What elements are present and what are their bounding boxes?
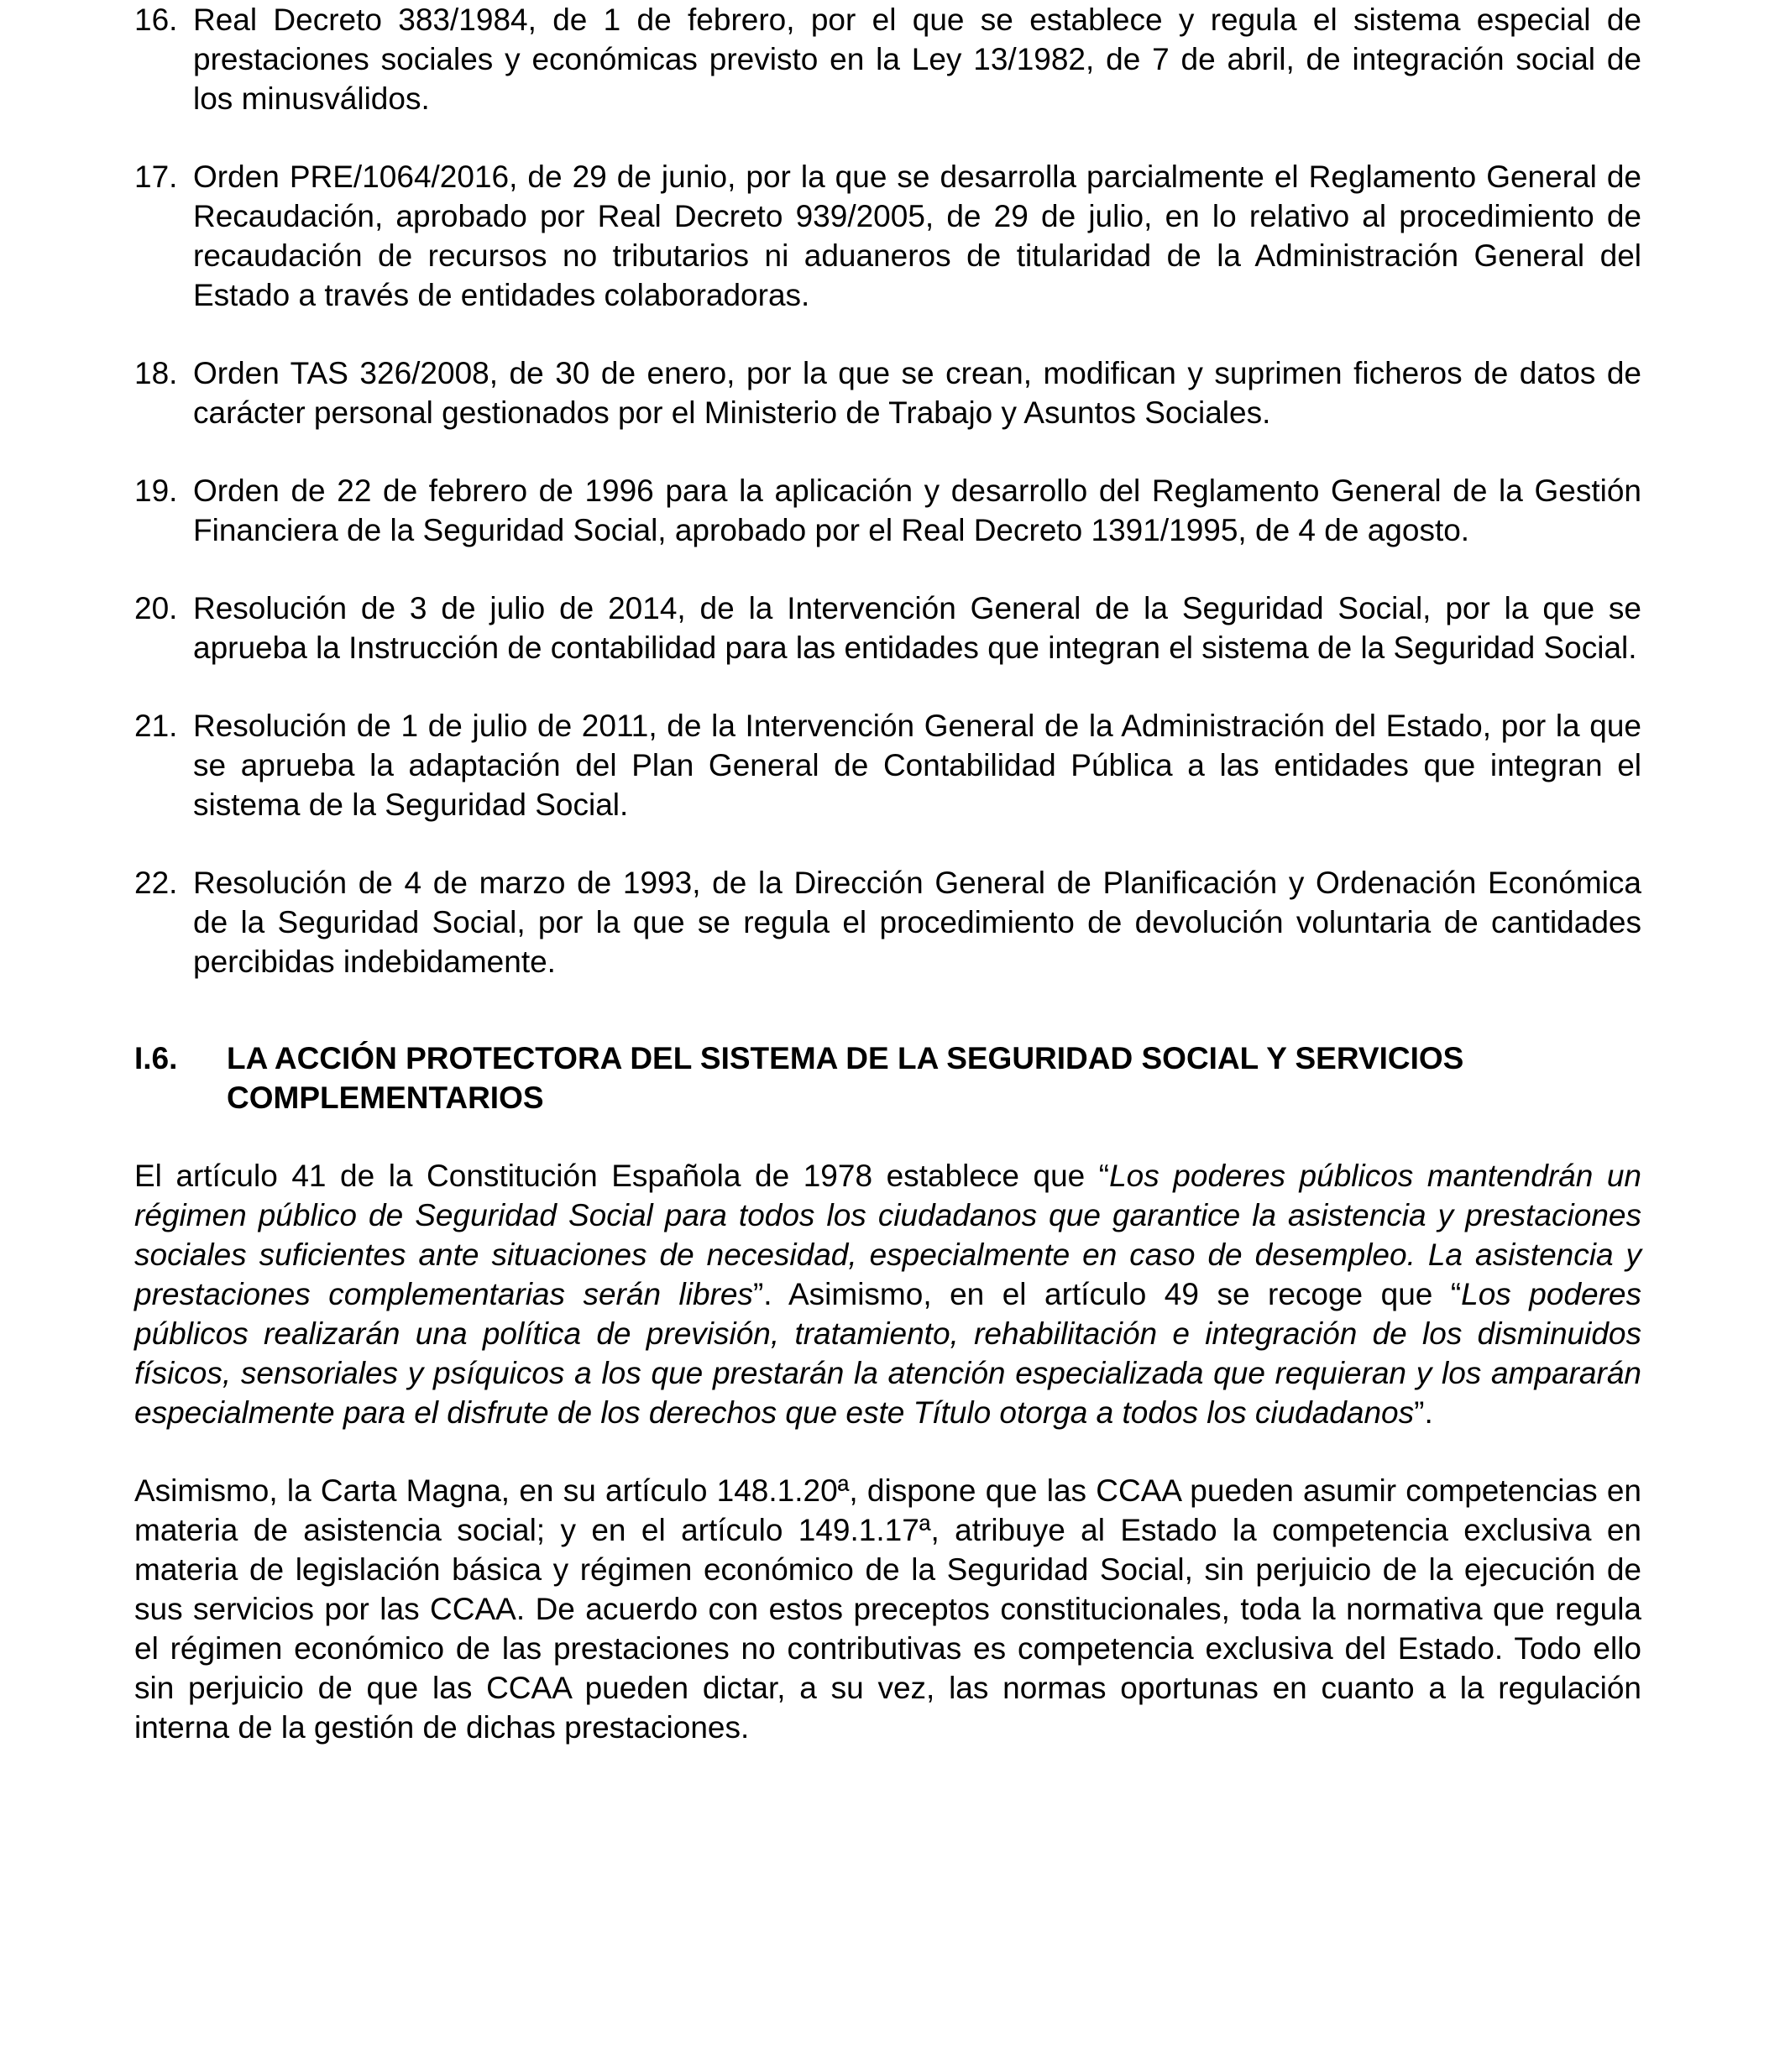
list-item-number: 18. [134, 356, 178, 390]
quote-article-41: Los poderes públicos mantendrán un régimen público de Seguridad Social para todos los ciudadanos que garantice la asistencia y prestaciones sociales suficientes ante situaciones de necesidad, especialmente en caso de desempleo. La asistencia y prestaciones complementarias serán libres [134, 1159, 1641, 1311]
list-item-number: 17. [134, 160, 178, 194]
paragraph-carta-magna: Asimismo, la Carta Magna, en su artículo 148.1.20ª, dispone que las CCAA pueden asumir competencias en materia de asistencia social; y en el artículo 149.1.17ª, atribuye al Estado la competencia exclusiva en materia de legislación básica y régimen económico de la Seguridad Social, sin perjuicio de la ejecución de sus servicios por las CCAA. De acuerdo con estos preceptos constitucionales, toda la normativa que regula el régimen económico de las prestaciones no contributivas es competencia exclusiva del Estado. Todo ello sin perjuicio de que las CCAA pueden dictar, a su vez, las normas oportunas en cuanto a la regulación interna de la gestión de dichas prestaciones. [134, 1473, 1641, 1745]
list-item-21 [134, 706, 1641, 824]
paragraph-text: ”. [1414, 1395, 1433, 1430]
list-item-20 [134, 589, 1641, 667]
list-item-17 [134, 157, 1641, 315]
list-item-number: 21. [134, 709, 178, 743]
list-item-19 [134, 471, 1641, 550]
document-page [134, 0, 1641, 1786]
list-item-text: Resolución de 1 de julio de 2011, de la Intervención General de la Administración del Estado, por la que se aprueba la adaptación del Plan General de Contabilidad Pública a las entidades que integran el sistema de la Seguridad Social. [193, 709, 1641, 822]
section-number: I.6. [134, 1041, 178, 1075]
list-item-text: Real Decreto 383/1984, de 1 de febrero, por el que se establece y regula el sistema especial de prestaciones sociales y económicas previsto en la Ley 13/1982, de 7 de abril, de integración social de los minusválidos. [193, 3, 1641, 116]
list-item-text: Orden de 22 de febrero de 1996 para la aplicación y desarrollo del Reglamento General de la Gestión Financiera de la Seguridad Social, aprobado por el Real Decreto 1391/1995, de 4 de agosto. [193, 474, 1641, 547]
list-item-22 [134, 863, 1641, 981]
quote-article-49: Los poderes públicos realizarán una política de previsión, tratamiento, rehabilitación e integración de los disminuidos físicos, sensoriales y psíquicos a los que prestarán la atención especializada que requieran y los ampararán especialmente para el disfrute de los derechos que este Título otorga a todos los ciudadanos [134, 1277, 1642, 1430]
paragraph-text: ”. Asimismo, en el artículo 49 se recoge que “ [752, 1277, 1462, 1311]
list-item-number: 16. [134, 3, 178, 37]
list-item-text: Resolución de 3 de julio de 2014, de la Intervención General de la Seguridad Social, por la que se aprueba la Instrucción de contabilidad para las entidades que integran el sistema de la Seguridad Social. [193, 591, 1641, 665]
list-item-16 [134, 0, 1641, 118]
paragraph-text: El artículo 41 de la Constitución Española de 1978 establece que “ [134, 1159, 1110, 1193]
paragraph-constitution [134, 1156, 1641, 1432]
section-title: LA ACCIÓN PROTECTORA DEL SISTEMA DE LA SEGURIDAD SOCIAL Y SERVICIOS COMPLEMENTARIOS [227, 1041, 1464, 1115]
list-item-number: 20. [134, 591, 178, 625]
list-item-18 [134, 353, 1641, 432]
list-item-text: Resolución de 4 de marzo de 1993, de la Dirección General de Planificación y Ordenación Económica de la Seguridad Social, por la que se regula el procedimiento de devolución voluntaria de cantidades percibidas indebidamente. [193, 866, 1641, 979]
list-item-number: 22. [134, 866, 178, 900]
section-heading [134, 1039, 1641, 1117]
list-item-number: 19. [134, 474, 178, 508]
list-item-text: Orden TAS 326/2008, de 30 de enero, por la que se crean, modifican y suprimen ficheros de datos de carácter personal gestionados por el Ministerio de Trabajo y Asuntos Sociales. [193, 356, 1641, 430]
list-item-text: Orden PRE/1064/2016, de 29 de junio, por la que se desarrolla parcialmente el Reglamento General de Recaudación, aprobado por Real Decreto 939/2005, de 29 de julio, en lo relativo al procedimiento de recaudación de recursos no tributarios ni aduaneros de titularidad de la Administración General del Estado a través de entidades colaboradoras. [193, 160, 1641, 312]
